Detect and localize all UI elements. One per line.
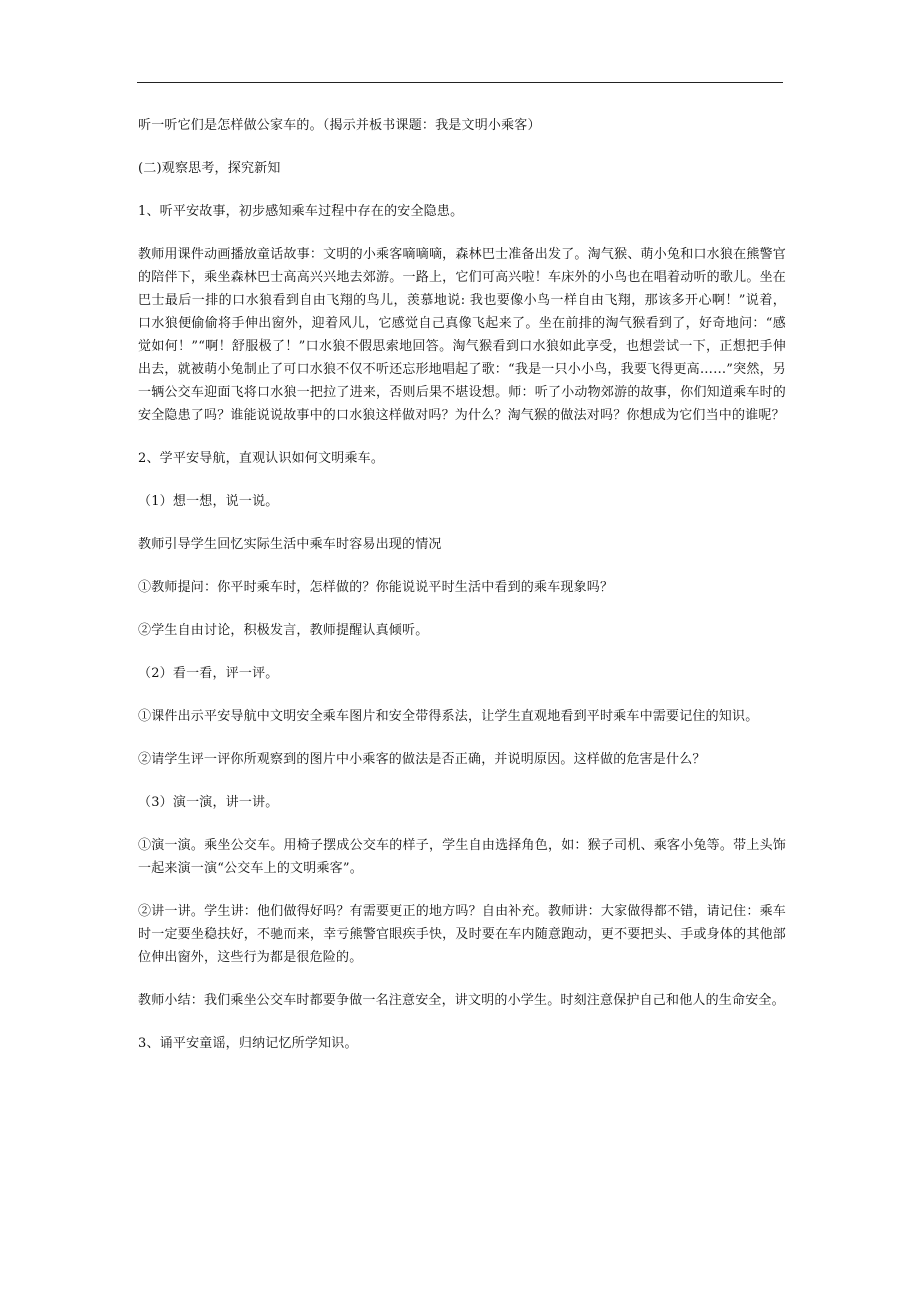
list-item-courseware: ①课件出示平安导航中文明安全乘车图片和安全带得系法，让学生直观地看到平时乘车中需要记住的知识。 bbox=[138, 709, 759, 724]
step-heading-learn: 2、学平安导航，直观认识如何文明乘车。 bbox=[138, 451, 385, 466]
paragraph-summary: 教师小结：我们乘坐公交车时都要争做一名注意安全，讲文明的小学生。时刻注意保护自己和他人的生命安全。 bbox=[138, 993, 785, 1008]
list-item-student-discuss: ②学生自由讨论，积极发言，教师提醒认真倾听。 bbox=[138, 623, 429, 638]
step-heading-listen: 1、听平安故事，初步感知乘车过程中存在的安全隐患。 bbox=[138, 204, 464, 219]
section-heading-observe: (二)观察思考，探究新知 bbox=[138, 161, 281, 176]
list-item-teacher-question: ①教师提问：你平时乘车时，怎样做的？你能说说平时生活中看到的乘车现象吗？ bbox=[138, 580, 614, 595]
list-item-act: ①演一演。乘坐公交车。用椅子摆成公交车的样子，学生自由选择角色，如：猴子司机、乘客小兔等。带上头饰一起来演一演“公交车上的文明乘客”。 bbox=[138, 838, 786, 876]
sub-heading-think: （1）想一想，说一说。 bbox=[138, 494, 279, 509]
sub-heading-look: （2）看一看，评一评。 bbox=[138, 666, 279, 681]
paragraph-story: 教师用课件动画播放童话故事：文明的小乘客嘀嘀嘀，森林巴士准备出发了。淘气猴、萌小兔和口水狼在熊警官的陪伴下，乘坐森林巴士高高兴兴地去郊游。一路上，它们可高兴啦！车床外的小鸟也在唱着动听的歌儿。坐在巴士最后一排的口水狼看到自由飞翔的鸟儿，羡慕地说: 我也要像小鸟一样自由飞翔，那该多开心啊！”说着，口水狼便偷偷将手伸出窗外，迎着风儿，它感觉自己真像飞起来了。坐在前排的淘气猴看到了，好奇地问：“感觉如何！”“啊！舒服极了！”口水狼不假思索地回答。淘气猴看到口水狼如此享受，也想尝试一下，正想把手伸出去，就被萌小兔制止了可口水狼不仅不听还忘形地唱起了歌：“我是一只小小鸟，我要飞得更高……”突然，另一辆公交车迎面飞将口水狼一把拉了进来，否则后果不堪设想。师：听了小动物郊游的故事，你们知道乘车时的安全隐患了吗？谁能说说故事中的口水狼这样做对吗？为什么？淘气猴的做法对吗？你想成为它们当中的谁呢？ bbox=[138, 247, 786, 423]
paragraph-guide: 教师引导学生回忆实际生活中乘车时容易出现的情况 bbox=[138, 537, 442, 552]
paragraph-intro: 听一听它们是怎样做公家车的。（揭示并板书课题：我是文明小乘客） bbox=[138, 118, 541, 133]
header-rule bbox=[137, 82, 783, 83]
step-heading-recite: 3、诵平安童谣，归纳记忆所学知识。 bbox=[138, 1036, 358, 1051]
list-item-evaluate: ②请学生评一评你所观察到的图片中小乘客的做法是否正确，并说明原因。这样做的危害是什么？ bbox=[138, 752, 706, 767]
sub-heading-act: （3）演一演，讲一讲。 bbox=[138, 795, 279, 810]
document-body bbox=[138, 114, 786, 1075]
list-item-talk: ②讲一讲。学生讲：他们做得好吗？有需要更正的地方吗？自由补充。教师讲：大家做得都不错，请记住：乘车时一定要坐稳扶好，不驰而来，幸亏熊警官眼疾手快，及时要在车内随意跑动，更不要把头、手或身体的其他部位伸出窗外，这些行为都是很危险的。 bbox=[138, 904, 786, 965]
